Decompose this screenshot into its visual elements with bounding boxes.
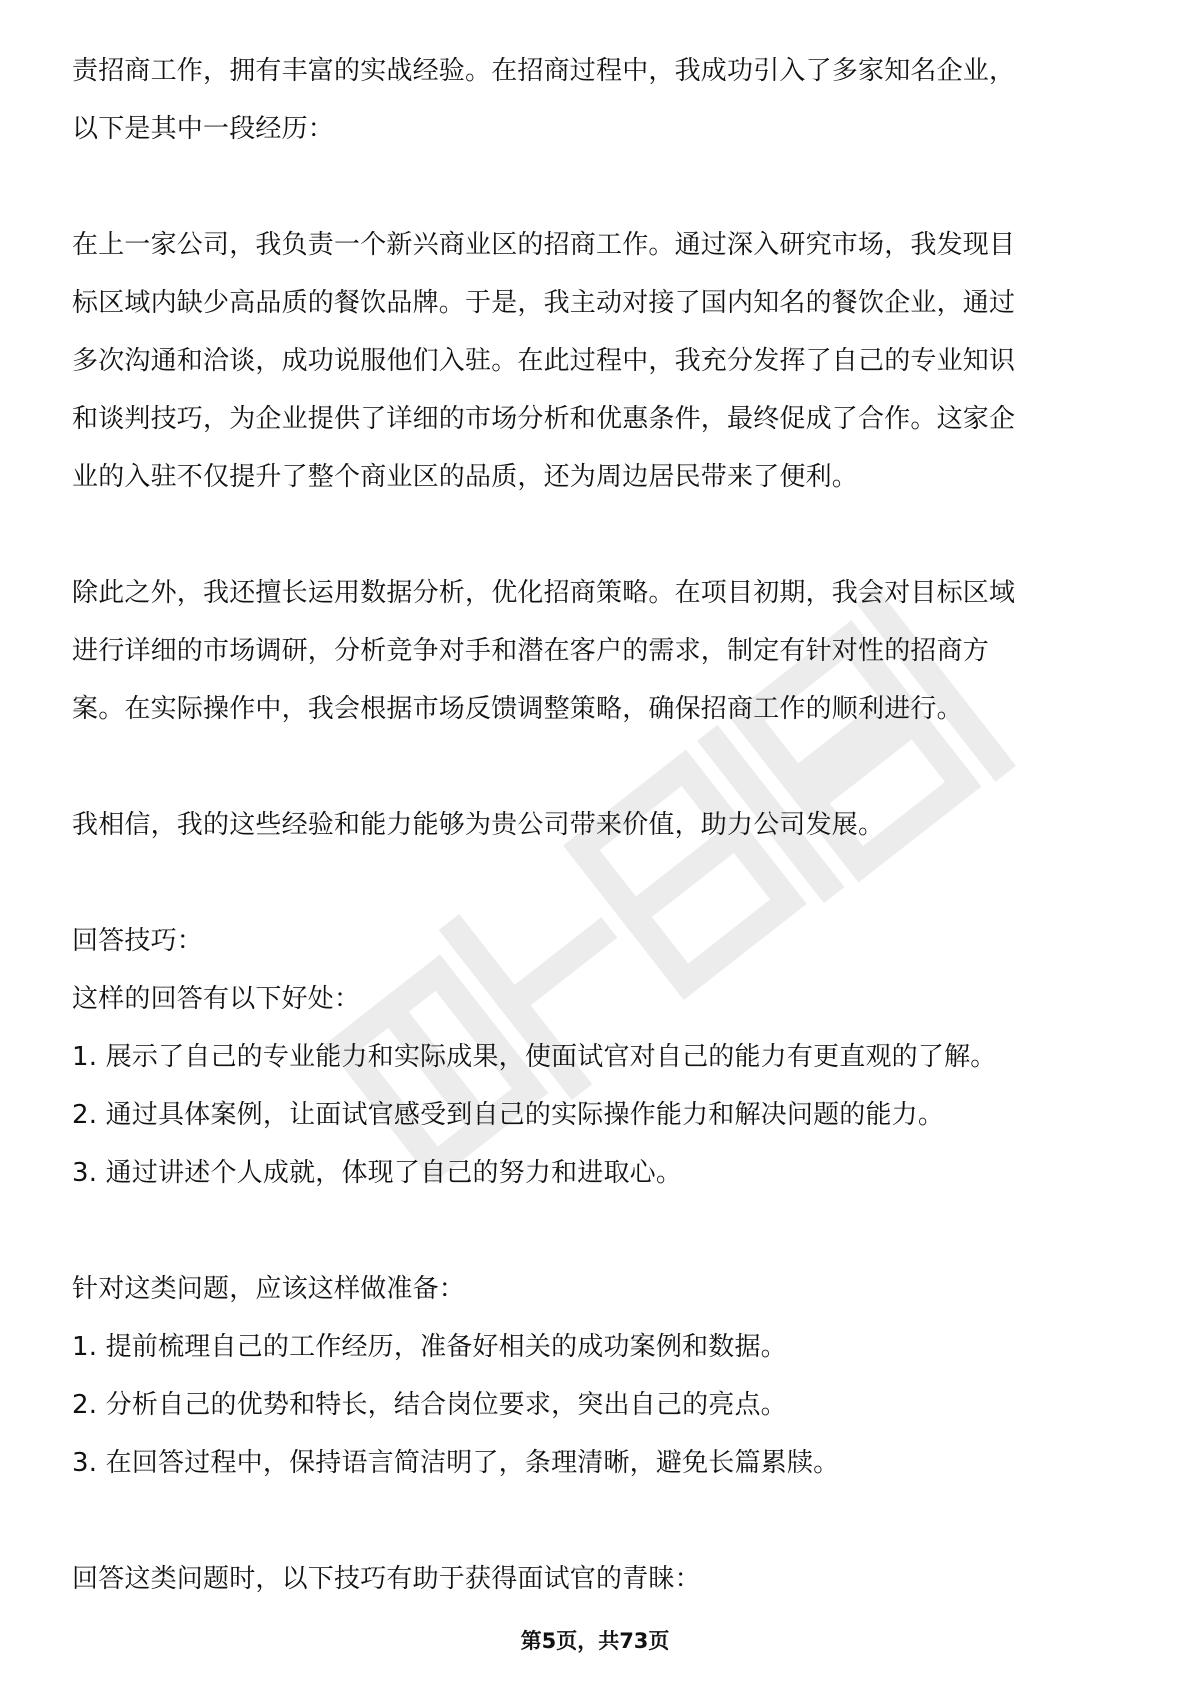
paragraph-spacer [72, 506, 1122, 564]
text-line: 业的入驻不仅提升了整个商业区的品质，还为周边居民带来了便利。 [72, 462, 859, 492]
list-item: 3. 通过讲述个人成就，体现了自己的努力和进取心。 [72, 1158, 683, 1188]
list-item: 2. 通过具体案例，让面试官感受到自己的实际操作能力和解决问题的能力。 [72, 1100, 945, 1130]
paragraph-data-analysis [72, 564, 1122, 738]
paragraph-spacer [72, 1202, 1122, 1260]
paragraph-spacer [72, 738, 1122, 796]
paragraph-conclusion [72, 796, 1122, 854]
paragraph-experience-story [72, 216, 1122, 506]
text-line: 我相信，我的这些经验和能力能够为贵公司带来价值，助力公司发展。 [72, 810, 885, 840]
paragraph-experience-intro [72, 42, 1122, 158]
paragraph-spacer [72, 158, 1122, 216]
text-line: 和谈判技巧，为企业提供了详细的市场分析和优惠条件，最终促成了合作。这家企 [72, 404, 1016, 434]
text-line: 除此之外，我还擅长运用数据分析，优化招商策略。在项目初期，我会对目标区域 [72, 578, 1016, 608]
text-line: 进行详细的市场调研，分析竞争对手和潜在客户的需求，制定有针对性的招商方 [72, 636, 990, 666]
document-body [72, 42, 1122, 1608]
list-item: 1. 展示了自己的专业能力和实际成果，使面试官对自己的能力有更直观的了解。 [72, 1042, 997, 1072]
section-answer-tips [72, 912, 1122, 1202]
text-line: 以下是其中一段经历： [72, 114, 335, 144]
text-line: 责招商工作，拥有丰富的实战经验。在招商过程中，我成功引入了多家知名企业， [72, 56, 1016, 86]
section-preparation [72, 1260, 1122, 1492]
section-heading: 回答技巧： [72, 926, 204, 956]
list-item: 2. 分析自己的优势和特长，结合岗位要求，突出自己的亮点。 [72, 1390, 787, 1420]
paragraph-spacer [72, 1492, 1122, 1550]
section-heading: 针对这类问题，应该这样做准备： [72, 1274, 466, 1304]
list-item: 3. 在回答过程中，保持语言简洁明了，条理清晰，避免长篇累牍。 [72, 1448, 840, 1478]
page-number-footer: 第5页，共73页 [520, 1629, 670, 1653]
text-line: 案。在实际操作中，我会根据市场反馈调整策略，确保招商工作的顺利进行。 [72, 694, 963, 724]
list-item: 1. 提前梳理自己的工作经历，准备好相关的成功案例和数据。 [72, 1332, 787, 1362]
text-line: 多次沟通和洽谈，成功说服他们入驻。在此过程中，我充分发挥了自己的专业知识 [72, 346, 1016, 376]
paragraph-spacer [72, 854, 1122, 912]
text-line: 标区域内缺少高品质的餐饮品牌。于是，我主动对接了国内知名的餐饮企业，通过 [72, 288, 1016, 318]
closing-line: 回答这类问题时，以下技巧有助于获得面试官的青睐： [72, 1564, 701, 1594]
text-line: 这样的回答有以下好处： [72, 984, 361, 1014]
text-line: 在上一家公司，我负责一个新兴商业区的招商工作。通过深入研究市场，我发现目 [72, 230, 1016, 260]
